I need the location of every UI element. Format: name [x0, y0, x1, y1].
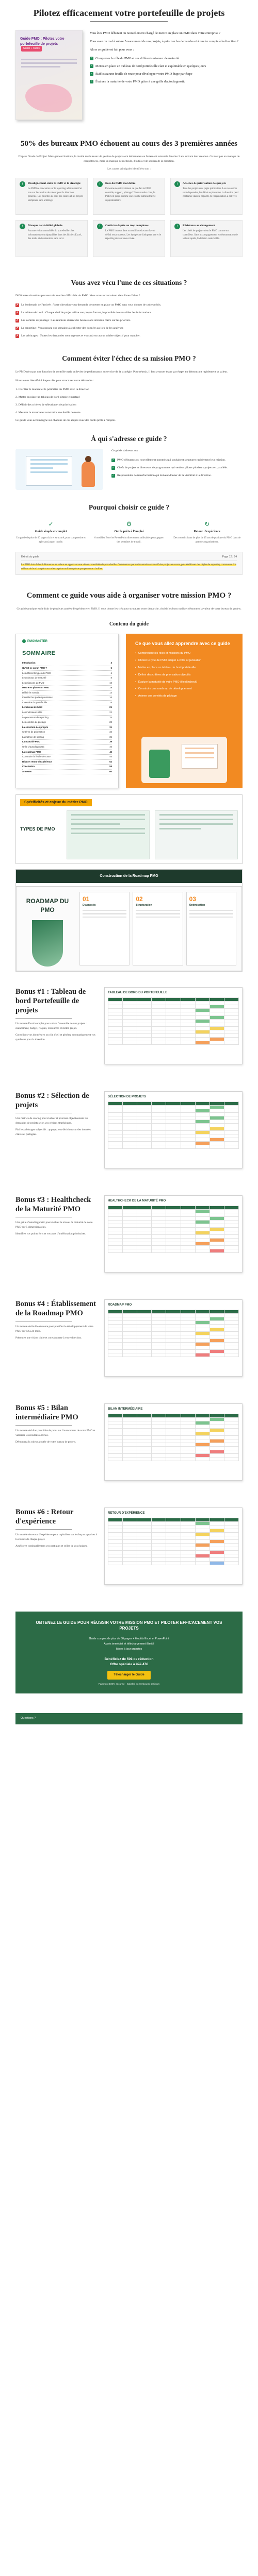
bonus-preview — [104, 1299, 243, 1377]
feature-column: ⚙ Outils prêts à l'emploi 6 modèles Excel et PowerPoint directement utilisables pour gagner des semaines de travail. — [94, 520, 164, 544]
list-item: • Définir des critères de priorisation objectifs — [135, 673, 233, 677]
learn-illustration — [141, 737, 227, 783]
bonus-item — [15, 1091, 243, 1168]
cta-feature: Mises à jour gratuites — [116, 1648, 142, 1651]
alert-icon: ! — [97, 181, 103, 187]
section-paragraph: Nous avons identifié 4 étapes clés pour structurer votre démarche : — [15, 379, 94, 382]
toc-row: La matrice de scoring 35 — [22, 735, 112, 740]
roadmap-step: 02 Structuration — [133, 892, 183, 965]
hero-text — [90, 30, 243, 120]
bonus-description: Une grille d'autodiagnostic pour évaluer le niveau de maturité de votre PMO sur 5 dimensions clés. — [15, 1221, 93, 1229]
why-section — [15, 502, 243, 575]
guide-cover-title: Guide PMO : Pilotez votre portefeuille de projets — [20, 37, 64, 46]
cause-card: ! Absence de priorisation des projets Tous les projets sont jugés prioritaires. Les ressources sont dispersées, les délais explosent et la direction perd confiance dans la capacité de l'organisation à délivrer. — [170, 178, 243, 215]
bonus-description: Présentez une vision claire et convaincante à votre direction. — [15, 1336, 82, 1340]
toc-list — [22, 661, 112, 774]
alert-icon: ! — [174, 181, 180, 187]
preview-label: TYPES DE PMO — [20, 826, 55, 832]
hero-checklist — [90, 56, 243, 84]
avoid-failure-section — [15, 353, 243, 423]
section-title: Contenu du guide — [109, 621, 149, 628]
toc-row: Introduction 3 — [22, 661, 112, 666]
list-item: • Animer vos comités de pilotage — [135, 694, 233, 699]
cta-note: Paiement 100% sécurisé · Satisfait ou remboursé 30 jours — [98, 1683, 160, 1685]
list-item: 3. Définir des critères de sélection et de priorisation — [15, 403, 76, 406]
old-price: 97€ — [136, 1662, 142, 1666]
check-icon: ✓ — [112, 466, 115, 470]
bonus-title: Bonus #5 : Bilan intermédiaire PMO — [15, 1403, 78, 1422]
hero-paragraph: Alors ce guide est fait pour vous : — [90, 47, 134, 52]
section-title: 50% des bureaux PMO échouent au cours des 3 premières années — [21, 140, 237, 148]
hero-section — [15, 0, 243, 139]
list-item: ✗ Le reporting : Vous passez vos semaines à collecter des données au lieu de les analyser. — [16, 327, 124, 330]
target-section — [15, 434, 243, 490]
section-intro: D'après l'étude du Project Management Institute, la moitié des bureaux de gestion de projets sont démantelés ou fortement remaniés dans les 3 ans suivant leur création. Ce n'est pas un manque de compétences, mais un manque de méthode, d'outils et de soutien de la direction. — [18, 155, 240, 163]
toc-row: Les niveaux de maturité 8 — [22, 676, 112, 681]
list-item: ✗ Le tableau de bord : Chaque chef de projet utilise son propre format, impossible de consolider les informations. — [16, 311, 152, 315]
alert-icon: ! — [174, 224, 180, 229]
list-item: • Comprendre les rôles et missions du PMO — [135, 652, 233, 656]
cross-icon: ✗ — [16, 311, 19, 315]
check-icon: ✓ — [90, 79, 93, 83]
bonus-item — [15, 1403, 243, 1481]
toc-row: La roadmap PMO 45 — [22, 750, 112, 755]
toc-row: Bilan et retour d'expérience 52 — [22, 760, 112, 765]
cause-card: ! Rôle du PMO mal défini Personne ne sait vraiment ce que fait le PMO : contrôle, support, pilotage ? Sans mandat clair, le PMO est perçu comme une couche administrative supplémentaire. — [93, 178, 165, 215]
toc-row: Le tableau de bord 21 — [22, 705, 112, 710]
specificities-preview — [15, 794, 243, 864]
preview-banner: Construction de la Roadmap PMO — [16, 870, 242, 883]
list-item: 4. Mesurer la maturité et construire une feuille de route — [15, 411, 80, 414]
cross-icon: ✗ — [16, 303, 19, 307]
bonus-sheet-title: HEALTHCHECK DE LA MATURITÉ PMO — [108, 1199, 166, 1202]
learn-box-title: Ce que vous allez apprendre avec ce guide — [135, 640, 230, 646]
cause-card: ! Manque de visibilité globale Aucune vision consolidée du portefeuille : les informations sont éparpillées dans des fichiers Excel, des mails et des réunions sans suivi. — [15, 220, 88, 257]
bonus-sheet-title: SÉLECTION DE PROJETS — [108, 1095, 147, 1098]
toc-row: Les missions du PMO 10 — [22, 681, 112, 686]
alert-icon: ! — [97, 224, 103, 229]
toc-row: Mettre en place son PMO 13 — [22, 686, 112, 691]
list-item: • Mettre en place un tableau de bord portefeuille — [135, 666, 233, 670]
toc-row: Le processus de reporting 25 — [22, 716, 112, 721]
page-title: Pilotez efficacement votre portefeuille de projets — [33, 8, 225, 18]
bonus-section — [15, 987, 243, 1585]
bonus-item — [15, 1299, 243, 1377]
bonus-preview — [104, 987, 243, 1064]
table-of-contents — [15, 634, 119, 788]
bonus-sheet-title: BILAN INTERMÉDIAIRE — [108, 1407, 143, 1411]
guide-excerpt: Extrait du guide Page 12 / 64 Le PMO doit d'abord démontrer sa valeur en apportant une vision consolidée du portefeuille. Commencez par un inventaire exhaustif des projets en cours, puis établissez des règles de reporting communes. Un tableau de bord simple vaut mieux qu'un outil complexe que personne n'utilise. — [15, 552, 243, 575]
cross-icon: ✗ — [16, 327, 19, 330]
roadmap-step: 01 Diagnostic — [79, 892, 130, 965]
section-title: Vous avez vécu l'une de ces situations ? — [71, 278, 187, 286]
logo: PMOMASTER — [22, 639, 112, 644]
cross-icon: ✗ — [16, 334, 19, 338]
list-item: ✓ Évaluez la maturité de votre PMO grâce à une grille d'autodiagnostic — [90, 79, 185, 83]
toc-row: La sélection des projets 31 — [22, 725, 112, 731]
target-illustration — [15, 449, 103, 490]
toc-row: Grille d'autodiagnostic 40 — [22, 745, 112, 750]
check-icon: ✓ — [48, 520, 54, 528]
bonus-title: Bonus #4 : Établissement de la Roadmap PMO — [15, 1299, 96, 1318]
title-underline — [90, 21, 168, 22]
stat-section — [15, 139, 243, 257]
list-item: ✓ Responsables de transformation qui doivent donner de la visibilité à la direction. — [112, 474, 212, 478]
refresh-icon: ↻ — [204, 520, 210, 528]
list-item: ✓ Chefs de projets et directeurs de programmes qui veulent piloter plusieurs projets en parallèle. — [112, 466, 228, 470]
cause-card: ! Désalignement entre le PMO et la stratégie Le PMO se concentre sur le reporting administratif et non sur la création de valeur pour la direction générale. Les priorités ne sont pas claires et les projets s'empilent sans arbitrage. — [15, 178, 88, 215]
bonus-sheet-title: TABLEAU DE BORD DU PORTEFEUILLE — [108, 991, 168, 994]
bonus-description: Un modèle de retour d'expérience pour capitaliser sur les leçons apprises à la clôture de chaque projet. — [15, 1533, 97, 1541]
list-item: 2. Mettre en place un tableau de bord simple et partagé — [15, 395, 80, 399]
toc-row: Définir le mandat 14 — [22, 691, 112, 696]
section-title: Comment ce guide vous aide à organiser votre mission PMO ? — [26, 591, 232, 600]
toc-row: Identifier les parties prenantes 16 — [22, 696, 112, 701]
toc-row: Qu'est-ce qu'un PMO ? 5 — [22, 666, 112, 671]
bonus-description: Démontrez la valeur ajoutée de votre bureau de projets. — [15, 1440, 76, 1444]
toc-row: Les comités de pilotage 28 — [22, 720, 112, 725]
toc-row: Les différents types de PMO 6 — [22, 671, 112, 676]
bonus-item — [15, 1195, 243, 1273]
section-title: Comment éviter l'échec de sa mission PMO ? — [62, 354, 196, 363]
bonus-sheet-title: RETOUR D'EXPÉRIENCE — [108, 1511, 145, 1515]
toc-title: SOMMAIRE — [22, 650, 56, 657]
preview-title: Spécificités et enjeux du métier PMO — [20, 799, 92, 806]
bonus-title: Bonus #2 : Sélection de projets — [15, 1091, 89, 1110]
list-item: • Construire une roadmap de développement — [135, 687, 233, 691]
bonus-title: Bonus #1 : Tableau de bord Portefeuille de projets — [15, 987, 86, 1015]
check-icon: ✓ — [112, 459, 115, 462]
bonus-item — [15, 1507, 243, 1585]
faq-bar[interactable] — [15, 1713, 243, 1724]
list-item: • Évaluer la maturité de votre PMO (Healthcheck) — [135, 681, 233, 685]
check-icon: ✓ — [90, 64, 93, 68]
cta-feature: Accès immédiat et téléchargement illimité — [104, 1642, 154, 1646]
feature-column: ↻ Retour d'expérience Des conseils issus de plus de 15 ans de pratique du PMO dans de grandes organisations. — [172, 520, 243, 545]
cause-card: ! Résistance au changement Les chefs de projet voient le PMO comme un contrôleur. Sans accompagnement et démonstration de valeur rapide, l'adhésion reste faible. — [170, 220, 243, 257]
bonus-description: Améliorez continuellement vos pratiques et celles de vos équipes. — [15, 1545, 88, 1548]
content-section — [15, 621, 243, 972]
guide-cover-badge: Guide + Outils — [21, 46, 42, 52]
cross-icon: ✗ — [16, 319, 19, 323]
hero-paragraph: Vous êtes PMO débutant ou nouvellement chargé de mettre en place un PMO dans votre entreprise ? — [90, 31, 221, 36]
cta-title: OBTENEZ LE GUIDE POUR RÉUSSIR VOTRE MISSION PMO ET PILOTER EFFICACEMENT VOS PROJETS — [36, 1620, 222, 1631]
situations-section — [15, 278, 243, 339]
list-item: ✓ Comprenez le rôle du PMO et ses différents niveaux de maturité — [90, 57, 180, 61]
section-paragraph: Ce guide pratique est le fruit de plusieurs années d'expérience en PMO. Il vous donne les clés pour structurer votre démarche, choisir les bons outils et démontrer la valeur de votre bureau de projets. — [17, 607, 241, 611]
steps-list — [15, 387, 243, 416]
section-intro: Différentes situations peuvent résumer les difficultés du PMO. Vous vous reconnaissez dans l'une d'elles ? — [15, 294, 140, 298]
toc-row: La maturité PMO 39 — [22, 740, 112, 745]
toc-row: Annexes 60 — [22, 770, 112, 775]
bonus-description: Un modèle Excel complet pour suivre l'ensemble de vos projets : avancement, budget, risques, ressources et météo projet. — [15, 1022, 87, 1030]
toc-row: Critères de priorisation 32 — [22, 730, 112, 735]
guide-cover-image — [15, 30, 83, 120]
list-item: • Choisir le type de PMO adapté à votre organisation — [135, 659, 233, 663]
organize-section — [15, 590, 243, 612]
new-price: 47€ — [142, 1662, 148, 1666]
bonus-description: Consolidez vos données en un clin d'œil et générez automatiquement vos synthèses pour la direction. — [15, 1033, 95, 1041]
roadmap-label: ROADMAP DU PMO — [26, 897, 69, 914]
bonus-item — [15, 987, 243, 1064]
bonus-description: Un modèle de feuille de route pour planifier le développement de votre PMO sur 12 à 24 mois. — [15, 1325, 93, 1333]
list-item: ✓ Mettez en place un Tableau de bord portefeuille clair et exploitable en quelques jours — [90, 64, 206, 69]
cta-section — [15, 1612, 243, 1724]
section-title: À qui s'adresse ce guide ? — [91, 434, 167, 443]
toc-row: Inventaire du portefeuille 18 — [22, 701, 112, 706]
section-title: Pourquoi choisir ce guide ? — [88, 503, 170, 512]
gear-icon: ⚙ — [126, 520, 132, 528]
faq-label: Questions ? — [21, 1716, 36, 1720]
check-icon: ✓ — [90, 57, 93, 60]
learn-list — [135, 652, 233, 699]
situations-list — [15, 303, 243, 339]
alert-icon: ! — [20, 224, 25, 229]
check-icon: ✓ — [112, 474, 115, 478]
alert-icon: ! — [20, 181, 25, 187]
section-paragraph: Le PMO n'est pas une fonction de contrôle mais un levier de performance au service de la stratégie. Pour réussir, il faut avancer étape par étape, en démontrant rapidement sa valeur. — [15, 370, 228, 374]
roadmap-step: 03 Optimisation — [186, 892, 236, 965]
list-item: ✗ Les comités de pilotage : Les réunions durent des heures sans décision claire sur les priorités. — [16, 319, 131, 323]
learn-box — [126, 634, 243, 788]
bonus-description: Un modèle de bilan pour faire le point sur l'avancement de votre PMO et valoriser les résultats obtenus. — [15, 1429, 95, 1437]
bonus-sheet-title: ROADMAP PMO — [108, 1303, 132, 1307]
bonus-preview — [104, 1507, 243, 1585]
hero-paragraph: Vous avez du mal à suivre l'avancement de vos projets, à prioriser les demandes et à rendre compte à la direction ? — [90, 39, 239, 43]
bonus-description: Identifiez vos points forts et vos axes d'amélioration prioritaires. — [15, 1232, 86, 1236]
bonus-preview — [104, 1403, 243, 1481]
download-button[interactable]: Télécharger le Guide — [107, 1671, 150, 1680]
price-block: Bénéficiez de 50€ de réduction Offre spéciale à 97€ 47€ — [104, 1657, 154, 1666]
toc-row: Conclusion 58 — [22, 765, 112, 770]
bonus-description: Fini les arbitrages subjectifs : appuyez vos décisions sur des données claires et partagées. — [15, 1128, 91, 1136]
bonus-preview — [104, 1091, 243, 1168]
list-item: ✓ PMO débutants ou nouvellement nommés qui souhaitent structurer rapidement leur mission. — [112, 459, 226, 462]
check-icon: ✓ — [90, 72, 93, 75]
bonus-description: Une matrice de scoring pour évaluer et prioriser objectivement les demandes de projets selon vos critères stratégiques. — [15, 1117, 88, 1125]
section-subtitle: Les causes principales identifiées sont : — [107, 167, 151, 171]
bonus-title: Bonus #6 : Retour d'expérience — [15, 1507, 74, 1526]
bonus-preview — [104, 1195, 243, 1273]
roadmap-preview — [15, 869, 243, 972]
list-item: ✗ Les arbitrages : Toutes les demandes sont urgentes et vous n'avez aucun critère objectif pour trancher. — [16, 334, 140, 338]
section-paragraph: Ce guide s'adresse aux : — [111, 449, 140, 453]
section-paragraph: Ce guide vous accompagne sur chacune de ces étapes avec des outils prêts à l'emploi. — [15, 418, 116, 422]
list-item: 1. Clarifier le mandat et le périmètre du PMO avec la direction — [15, 387, 89, 391]
cause-card: ! Outils inadaptés ou trop complexes Le PMO investit dans un outil lourd avant d'avoir défini ses processus. Les équipes ne l'adoptent pas et le reporting devient une corvée. — [93, 220, 165, 257]
feature-column: ✓ Guide simple et complet Un guide de plus de 60 pages clair et structuré, pour comprendre et agir sans jargon inutile. — [16, 520, 86, 544]
cause-cards — [15, 178, 243, 257]
toc-row: Les indicateurs clés 22 — [22, 710, 112, 716]
list-item: ✗ Le lendemain de l'arrivée : Votre direction vous demande de mettre en place un PMO sans vous donner de cadre précis. — [16, 303, 162, 307]
list-item: ✓ Établissez une feuille de route pour développer votre PMO étape par étape — [90, 72, 192, 76]
bonus-title: Bonus #3 : Healthcheck de la Maturité PMO — [15, 1195, 91, 1214]
toc-row: Construire la feuille de route 46 — [22, 755, 112, 760]
cta-feature: Guide complet de plus de 60 pages + 6 outils Excel et PowerPoint — [89, 1637, 169, 1641]
